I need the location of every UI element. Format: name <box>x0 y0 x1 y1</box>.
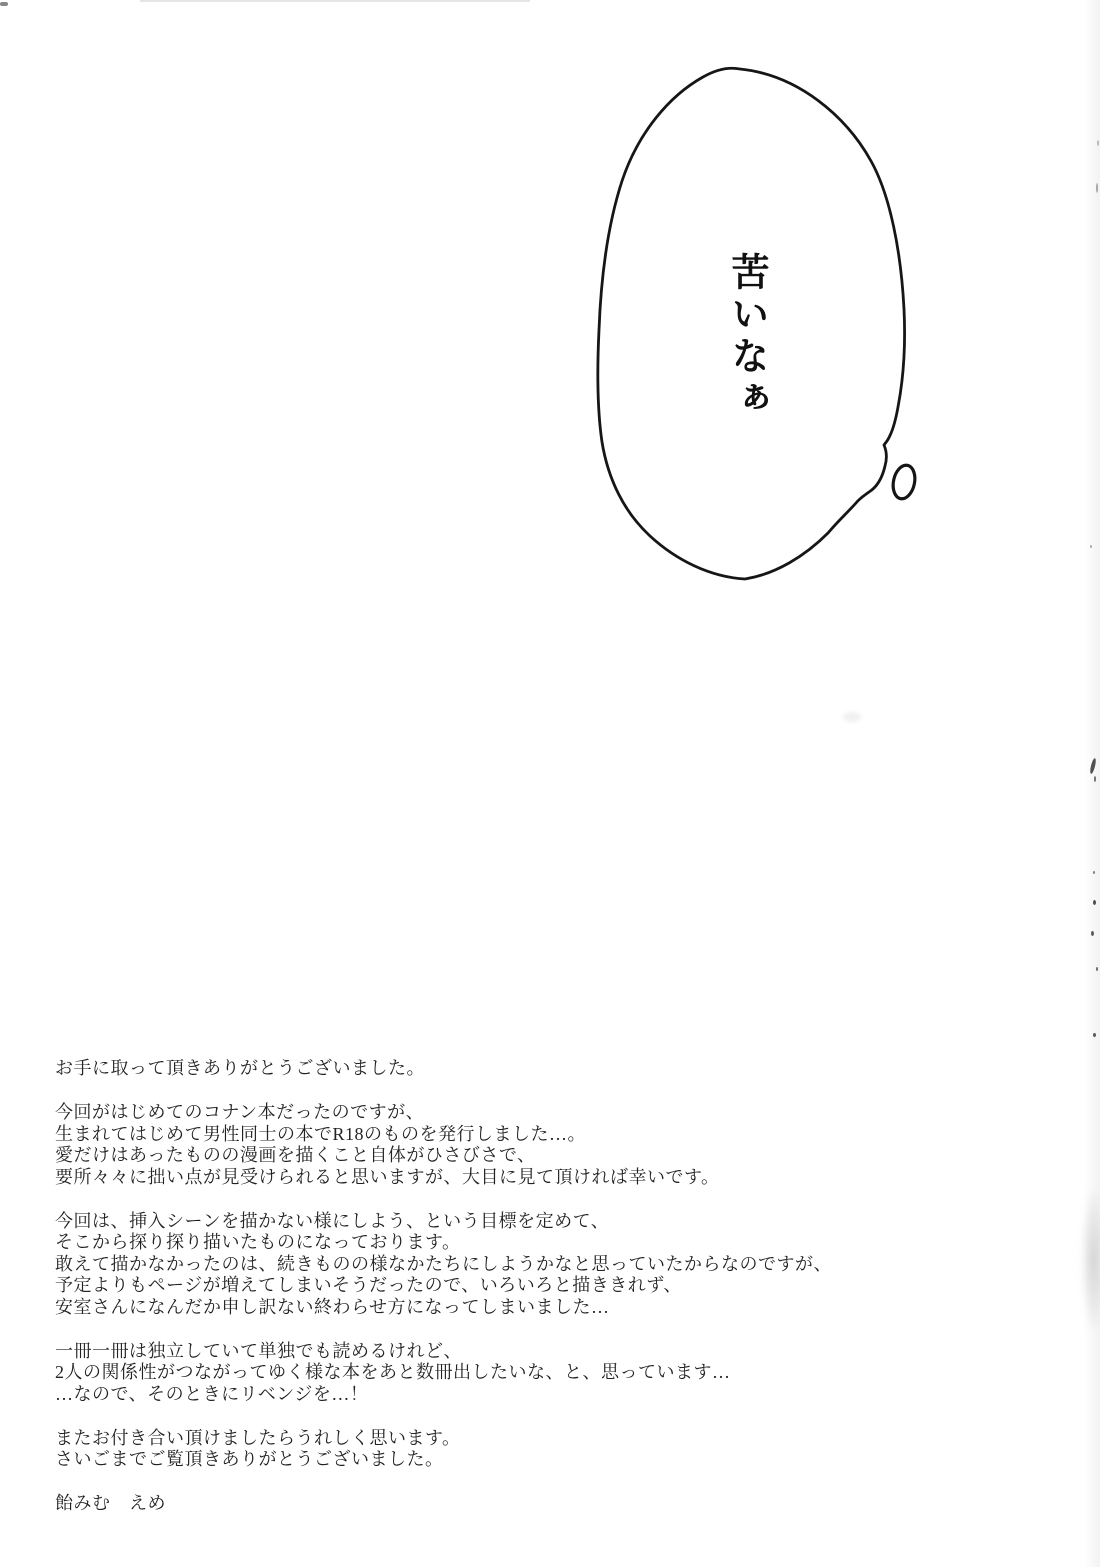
afterword-paragraphs <box>55 1058 832 1471</box>
bubble-text: 苦いなぁ <box>725 252 767 420</box>
author-signature: 飴みむ えめ <box>55 1493 166 1513</box>
afterword-line: 生まれてはじめて男性同士の本でR18のものを発行しました…。 <box>55 1123 587 1144</box>
scan-artifact-speck <box>1094 776 1096 782</box>
afterword-text <box>55 1058 832 1515</box>
afterword-line: 安室さんになんだか申し訳ない終わらせ方になってしまいました… <box>55 1296 610 1317</box>
scan-artifact-speck <box>1093 900 1096 905</box>
scan-artifact-page-curl <box>1080 1185 1100 1335</box>
scan-artifact-speck <box>1093 1033 1096 1037</box>
afterword-paragraph <box>55 1211 832 1319</box>
scan-artifact-smudge <box>843 712 861 722</box>
afterword-paragraph <box>55 1102 832 1188</box>
afterword-line: 予定よりもページが増えてしまいそうだったので、いろいろと描ききれず、 <box>55 1275 682 1295</box>
afterword-line: そこから探り探り描いたものになっております。 <box>55 1232 461 1252</box>
afterword-line: 要所々々に拙い点が見受けられると思いますが、大目に見て頂ければ幸いです。 <box>55 1166 720 1187</box>
afterword-paragraph <box>55 1341 832 1406</box>
thought-bubble-tail <box>890 463 918 501</box>
afterword-paragraph <box>55 1058 832 1080</box>
scan-artifact-corner <box>0 2 8 6</box>
scan-artifact-speck <box>1091 931 1094 936</box>
scan-artifact-speck <box>1096 183 1098 193</box>
afterword-line: 今回は、挿入シーンを描かない様にしよう、という目標を定めて、 <box>55 1210 610 1231</box>
scan-artifact-speck <box>1090 545 1092 548</box>
scan-artifact-top-edge <box>140 0 530 2</box>
afterword-line: さいごまでご覧頂きありがとうございました。 <box>55 1449 444 1469</box>
scan-artifact-speck <box>1096 967 1098 971</box>
afterword-line: お手に取って頂きありがとうございました。 <box>55 1058 425 1078</box>
scan-artifact-speck <box>1093 871 1095 874</box>
afterword-line: 一冊一冊は独立していて単独でも読めるけれど、 <box>55 1340 462 1361</box>
afterword-line: …なので、そのときにリベンジを…！ <box>55 1383 369 1404</box>
afterword-line: 愛だけはあったものの漫画を描くこと自体がひさびさで、 <box>55 1145 536 1165</box>
afterword-line: 2人の関係性がつながってゆく様な本をあと数冊出したいな、と、思っています… <box>55 1362 731 1382</box>
afterword-line: 敢えて描かなかったのは、続きものの様なかたちにしようかなと思っていたからなのですが、 <box>55 1253 832 1274</box>
afterword-line: 今回がはじめてのコナン本だったのですが、 <box>55 1102 425 1122</box>
afterword-paragraph <box>55 1428 832 1471</box>
afterword-line: またお付き合い頂けましたらうれしく思います。 <box>55 1427 461 1448</box>
scan-artifact-speck <box>1097 140 1099 146</box>
